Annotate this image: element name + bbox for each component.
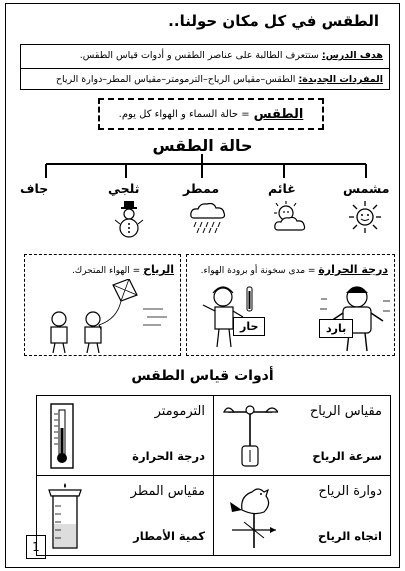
tool-name: دوارة الرياح — [318, 484, 382, 499]
weather-label-dry: جاف — [20, 181, 49, 196]
cloudy-sun-icon — [270, 200, 310, 234]
rain-gauge-icon — [45, 482, 85, 554]
tool-name: مقياس الرياح — [309, 404, 382, 419]
vocabulary-row — [21, 68, 389, 91]
vocabulary-label: المفردات الجديدة: — [298, 74, 383, 85]
person-cold-icon — [317, 279, 393, 355]
objective-label: هدف الدرس: — [321, 50, 383, 61]
tool-cell-anemometer — [214, 396, 391, 476]
sun-icon — [348, 200, 382, 234]
weather-label-sunny: مشمس — [343, 181, 390, 196]
definition-box — [98, 98, 324, 130]
tool-use: كمية الأمطار — [133, 529, 205, 543]
thermometer-icon — [45, 402, 79, 472]
page-number: 1 — [26, 535, 46, 559]
tool-cell-weather-vane — [214, 476, 391, 556]
temperature-definition — [201, 263, 388, 276]
kids-flying-kite-icon — [33, 279, 173, 355]
tool-use: درجة الحرارة — [132, 449, 205, 463]
tool-cell-thermometer — [37, 396, 214, 476]
tool-name: مقياس المطر — [130, 484, 205, 499]
definition-term: الطقس — [253, 106, 304, 122]
temperature-term: درجة الحرارة — [318, 263, 388, 276]
weather-label-snowy: ثلجي — [108, 181, 140, 196]
page-title: الطقس في كل مكان حولنا.. — [168, 12, 379, 30]
rain-cloud-icon — [188, 200, 228, 234]
wind-term: الرياح — [143, 263, 174, 276]
wind-definition — [72, 263, 174, 276]
weather-vane-icon — [222, 482, 286, 554]
tool-use: اتجاه الرياح — [318, 529, 382, 543]
temperature-text: = مدى سخونة أو برودة الهواء. — [200, 266, 319, 276]
wind-card — [24, 254, 181, 356]
objective-text: ستتعرف الطالبة على عناصر الطقس و أدوات قياس الطقس. — [79, 50, 322, 61]
temperature-card — [186, 254, 395, 356]
weather-label-cloudy: غائم — [268, 181, 296, 196]
tools-title: أدوات قياس الطقس — [131, 368, 274, 384]
weather-states-title: حالة الطقس — [152, 136, 253, 155]
tool-use: سرعة الرياح — [312, 449, 382, 463]
definition-text: = حالة السماء و الهواء كل يوم. — [118, 108, 250, 120]
weather-label-rainy: ممطر — [183, 181, 220, 196]
hot-label: حار — [233, 317, 265, 336]
objective-row — [21, 45, 389, 68]
tool-name: الترمومتر — [154, 404, 205, 419]
lesson-info-box — [20, 44, 390, 90]
worksheet-page — [5, 3, 400, 568]
tool-cell-rain-gauge — [37, 476, 214, 556]
cold-label: بارد — [319, 319, 353, 338]
vocabulary-text: الطقس–مقياس الرياح–الترمومتر–مقياس المطر–دوارة الرياح — [55, 74, 299, 85]
wind-text: = الهواء المتحرك. — [71, 266, 144, 276]
snowman-icon — [114, 200, 144, 240]
anemometer-icon — [222, 402, 278, 472]
tools-table — [36, 395, 391, 556]
